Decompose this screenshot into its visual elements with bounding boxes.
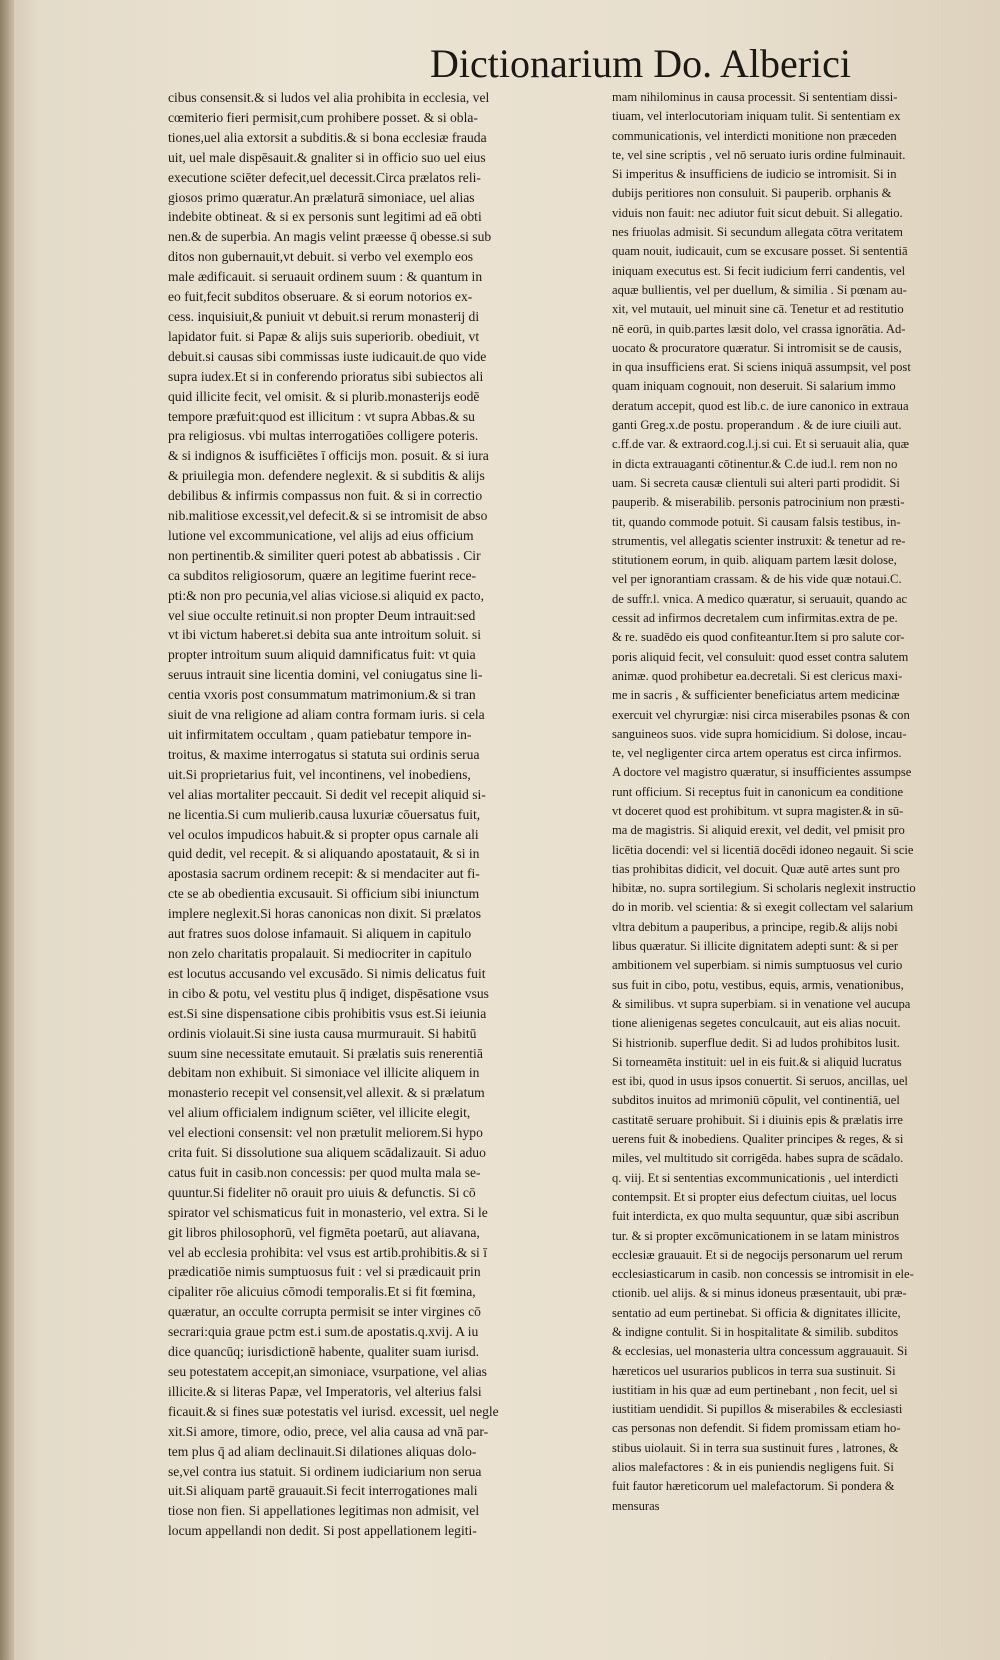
text-line: uocato & procuratore quæratur. Si intromisit se de causis, [612, 340, 902, 355]
text-line: implere neglexit.Si horas canonicas non dixit. Si prælatos [168, 906, 481, 922]
text-line: quid illicite fecit, vel omisit. & si plurib.monasterijs eodē [168, 388, 480, 404]
text-line: ganti Greg.x.de postu. properandum . & de iure ciuili aut. [612, 418, 902, 433]
text-line: uit.Si proprietarius fuit, vel incontinens, vel inobediens, [168, 766, 471, 782]
text-line: fuit interdicta, ex quo multa sequuntur, quæ sibi ascribun [612, 1209, 899, 1224]
text-line: tiose non fien. Si appellationes legitimas non admisit, vel [168, 1503, 480, 1519]
text-line: nes friuolas admisit. Si secundum allegata cōtra veritatem [612, 225, 903, 240]
text-line: uerens fuit & inobediens. Qualiter principes & reges, & si [612, 1132, 904, 1147]
text-line: ambitionem vel superbiam. si nimis sumptuosus vel curio [612, 958, 903, 973]
text-line: mam nihilominus in causa processit. Si sententiam dissi- [612, 90, 898, 104]
text-line: illicite.& si literas Papæ, vel Imperatoris, vel alterius falsi [168, 1383, 482, 1399]
text-line: uit.Si aliquam partē grauauit.Si fecit interrogationes mali [168, 1483, 478, 1499]
text-line: se,vel contra ius statuit. Si ordinem iudiciarium non serua [168, 1463, 482, 1479]
text-line: vel per ignorantiam crassam. & de his vide quæ notaui.C. [612, 572, 902, 587]
text-line: sentatio ad eum pertinebat. Si officia & dignitates illicite, [612, 1305, 901, 1320]
text-line: tias prohibitas didicit, vel docuit. Quæ autē artes sunt pro [612, 861, 900, 876]
text-line: aut fratres suos dolose infamauit. Si aliquem in capitulo [168, 926, 472, 942]
text-line: ecclesiasticarum in casib. non concessis se intromisit in ele- [612, 1267, 914, 1282]
text-line: cipaliter rōe alicuius cōmodi temporalis.Et si fit fœmina, [168, 1284, 476, 1300]
text-line: executione sciēter defecit,uel decessit.Circa prælatos reli- [168, 169, 481, 185]
text-line: iniquam executus est. Si fecit iudicium ferri candentis, vel [612, 263, 906, 278]
text-line: vt doceret quod est prohibitum. vt supra magister.& in sū- [612, 803, 904, 818]
text-line: cessit ad infirmos decretalem cum infirmitas.extra de pe. [612, 611, 898, 626]
text-line: c.ff.de var. & extraord.cog.l.j.si cui. Et si seruauit alia, quæ [612, 437, 910, 452]
text-line: Si torneamēta instituit: uel in eis fuit.& si aliquid lucratus [612, 1054, 902, 1069]
text-line: pauperib. & miserabilib. personis patrocinium non præsti- [612, 495, 905, 510]
text-line: dubijs peritiores non consuluit. Si pauperib. orphanis & [612, 186, 892, 201]
text-line: nen.& de superbia. An magis velint præesse q̄ obesse.si sub [168, 229, 492, 245]
text-line: est.Si sine dispensatione cibis prohibitis vsus est.Si ieiunia [168, 1005, 487, 1021]
text-line: dice quancūq; iurisdictionē habente, qualiter suam iurisd. [168, 1344, 480, 1360]
text-line: lutione vel excommunicatione, vel alijs ad eius officium [168, 527, 474, 543]
text-line: propter introitum suum aliquid damnificatus fuit: vt quia [168, 647, 476, 663]
text-line: licētia docendi: vel si licentiā docēdi idoneo negauit. Si scie [612, 842, 914, 857]
text-line: sus fuit in cibo, potu, vestibus, equis, armis, venationibus, [612, 977, 904, 992]
text-line: indebite obtineat. & si ex personis sunt legitimi ad eā obti [168, 209, 482, 225]
text-line: vltra debitum a pauperibus, a principe, regib.& alijs nobi [612, 919, 898, 934]
page-gutter [0, 0, 14, 1660]
text-line: uit infirmitatem occultam , quam patiebatur tempore in- [168, 727, 472, 742]
text-line: strumentis, vel allegatis scienter instruxit: & tenetur ad re- [612, 533, 906, 548]
text-line: Si histrionib. superflue dedit. Si ad ludos prohibitos lusit. [612, 1035, 900, 1050]
text-line: te, vel negligenter circa artem operatus est circa infirmos. [612, 746, 902, 761]
text-line: tiones,uel alia extorsit a subditis.& si bona ecclesiæ frauda [168, 129, 487, 145]
text-line: fuit fautor hæreticorum uel malefactorum. Si pondera & [612, 1479, 895, 1494]
text-line: & ecclesias, uel monasteria ultra concessum aggrauauit. Si [612, 1344, 908, 1359]
text-line: pti:& non pro pecunia,vel alias viciose.si aliquid ex pacto, [168, 587, 484, 603]
text-line: monasterio recepit vel consensit,vel allexit. & si prælatum [168, 1085, 485, 1101]
text-line: cess. inquisiuit,& puniuit vt debuit.si rerum monasterij di [168, 308, 480, 324]
text-line: cte se ab obedientia excusauit. Si officium sibi iniunctum [168, 886, 480, 902]
right-text-column [612, 88, 988, 1516]
text-line: catus fuit in casib.non concessis: per quod multa mala se- [168, 1164, 481, 1180]
text-line: in qua insufficiens erat. Si sciens iniquā assumpsit, vel post [612, 360, 911, 375]
text-line: quid dedit, vel recepit. & si aliquando apostatauit, & si in [168, 846, 480, 862]
text-line: quuntur.Si fideliter nō orauit pro uiuis & defunctis. Si cō [168, 1184, 476, 1200]
text-line: male ædificauit. si seruauit ordinem suum : & quantum in [168, 269, 483, 285]
text-line: contempsit. Et si propter eius defectum ciuitas, uel locus [612, 1189, 897, 1204]
text-line: tit, quando commode potuit. Si causam falsis testibus, in- [612, 514, 901, 529]
text-line: sanguineos suos. vide supra homicidium. Si dolose, incau- [612, 726, 907, 741]
text-line: debuit.si causas sibi commissas iuste iudicauit.de quo vide [168, 348, 487, 364]
text-line: ca subditos religiosorum, quære an legitime fuerint rece- [168, 567, 477, 583]
text-line: hæreticos uel usurarios publicos in terra sua sustinuit. Si [612, 1363, 896, 1378]
text-line: seu potestatem accepit,an simoniace, vsurpatione, vel alias [168, 1364, 487, 1379]
text-line: git libros philosophorū, vel figmēta poetarū, aut aliavana, [168, 1224, 480, 1240]
text-line: non zelo charitatis propalauit. Si mediocriter in capitulo [168, 945, 472, 961]
text-line: seruus intrauit sine licentia domini, vel coniugatus sine li- [168, 667, 483, 683]
text-line: animæ. quod prohibetur ea.decretali. Si est clericus maxi- [612, 668, 903, 683]
text-line: tempore præfuit:quod est illicitum : vt supra Abbas.& su [168, 408, 475, 424]
text-line: ordinis violauit.Si sine iusta causa murmurauit. Si habitū [168, 1025, 477, 1041]
text-line: nē eorū, in quib.partes læsit dolo, vel crassa ignorātia. Ad- [612, 321, 906, 336]
text-line: aquæ bullientis, vel per duellum, & similia . Si pœnam au- [612, 282, 907, 297]
text-line: A doctore vel magistro quæratur, si insufficientes assumpse [612, 765, 912, 780]
text-line: supra iudex.Et si in conferendo prioratus sibi subiectos ali [168, 368, 484, 384]
text-line: iustitiam uendidit. Si pupillos & miserabiles & ecclesiasti [612, 1402, 903, 1417]
text-line: & re. suadēdo eis quod confiteantur.Item si pro salute cor- [612, 630, 905, 645]
text-line: vt ibi victum haberet.si debita sua ante introitum soluit. si [168, 627, 481, 643]
text-line: cas personas non defendit. Si fidem promissam etiam ho- [612, 1421, 901, 1436]
text-line: libus quæratur. Si illicite dignitatem adepti sunt: & si per [612, 939, 899, 954]
text-line: tem plus q̄ ad aliam declinauit.Si dilationes aliquas dolo- [168, 1443, 477, 1459]
text-line: vel ab ecclesia prohibita: vel vsus est artib.prohibitis.& si ī [168, 1244, 488, 1260]
text-line: siuit de vna religione ad aliam contra formam iuris. si cela [168, 707, 485, 723]
text-line: quam nouit, iudicauit, cum se excusare posset. Si sententiā [612, 244, 908, 259]
text-line: lapidator fuit. si Papæ & alijs suis superiorib. obediuit, vt [168, 328, 480, 344]
text-line: hibitæ, no. supra sortilegium. Si scholaris neglexit instructio [612, 881, 916, 896]
text-line: giosos primo quæratur.An prælaturā simoniace, uel alias [168, 189, 475, 205]
text-line: in dicta extrauaganti cōtinentur.& C.de iud.l. rem non no [612, 456, 898, 471]
text-line: xit, vel mutauit, uel minuit sine cā. Tenetur et ad restitutio [612, 302, 904, 317]
text-line: apostasia sacrum ordinem recepit: & si mendaciter aut fi- [168, 866, 480, 882]
text-line: debilibus & infirmis compassus non fuit. & si in correctio [168, 488, 483, 504]
page-header-title: Dictionarium Do. Alberici [430, 41, 852, 86]
text-line: vel siue occulte retinuit.si non propter Deum intrauit:sed [168, 607, 476, 623]
text-line: tione alienigenas segetes conculcauit, aut eis alias nocuit. [612, 1016, 901, 1031]
text-line: exercuit vel chyrurgiæ: nisi circa miserabiles psonas & con [612, 707, 910, 722]
text-line: uit, uel male dispēsauit.& gnaliter si in officio suo uel eius [168, 149, 486, 165]
text-line: do in morib. vel scientia: & si exegit collectam vel salarium [612, 900, 914, 915]
text-line: mensuras [612, 1498, 660, 1513]
text-line: & similibus. vt supra superbiam. si in venatione vel aucupa [612, 996, 911, 1011]
text-line: iustitiam in his quæ ad eum pertinebant , non fecit, uel si [612, 1382, 898, 1397]
text-line: nib.malitiose excessit,vel defecit.& si se intromisit de abso [168, 508, 488, 524]
text-line: crita fuit. Si dissolutione sua aliquem scādalizauit. Si aduo [168, 1145, 486, 1161]
text-line: cœmiterio fieri permisit,cum prohibere posset. & si obla- [168, 109, 478, 125]
text-line: locum appellandi non dedit. Si post appellationem legiti- [168, 1523, 477, 1539]
text-line: secrari:quia graue pctm est.i sum.de apostatis.q.xvij. A iu [168, 1324, 479, 1340]
text-line: xit.Si amore, timore, odio, prece, vel alia causa ad vnā par- [168, 1423, 489, 1439]
text-line: & indigne contulit. Si in hospitalitate & similib. subditos [612, 1325, 899, 1339]
text-line: & si indignos & isufficiētes ī officijs mon. posuit. & si iura [168, 448, 489, 464]
text-line: eo fuit,fecit subditos obseruare. & si eorum notorios ex- [168, 289, 473, 305]
text-line: stitutionem eorum, in quib. aliquam partem læsit dolose, [612, 553, 897, 568]
text-line: de suffr.l. vnica. A medico quæratur, si seruauit, quando ac [612, 591, 908, 606]
text-line: & priuilegia mon. defendere neglexit. & si subditis & alijs [168, 468, 485, 484]
text-line: quam iniquam cognouit, non deseruit. Si salarium immo [612, 379, 896, 394]
text-line: te, vel sine scriptis , vel nō seruato iuris ordine fulminauit. [612, 147, 906, 162]
text-line: ditos non gubernauit,vt debuit. si verbo vel exemplo eos [168, 249, 474, 265]
text-line: me in sacris , & sufficienter beneficiatus artem medicinæ [612, 688, 900, 703]
text-line: est ibi, quod in usus ipsos conuertit. Si seruos, ancillas, uel [612, 1074, 908, 1089]
text-line: communicationis, vel interdicti monitione non præceden [612, 128, 897, 143]
text-line: in cibo & potu, vel vestitu plus q̄ indiget, dispēsatione vsus [168, 985, 489, 1001]
text-line: ecclesiæ grauauit. Et si de negocijs personarum uel rerum [612, 1247, 903, 1262]
text-line: runt officium. Si receptus fuit in canonicum ea conditione [612, 784, 904, 799]
text-line: deratum accepit, quod est lib.c. de iure canonico in extraua [612, 398, 909, 413]
text-line: vel oculos impudicos habuit.& si propter opus carnale ali [168, 826, 479, 842]
text-line: tiuam, vel interlocutoriam iniquam tulit. Si sententiam ex [612, 109, 901, 124]
text-line: cibus consensit.& si ludos vel alia prohibita in ecclesia, vel [168, 90, 490, 105]
text-line: subditos inuitos ad mrimoniū cōpulit, vel continentiā, uel [612, 1093, 900, 1108]
text-line: castitatē seruare prohibuit. Si i diuinis epis & prælatis irre [612, 1112, 903, 1127]
text-line: debitam non exhibuit. Si simoniace vel illicite aliquem in [168, 1065, 480, 1081]
text-line: Si imperitus & insufficiens de iudicio se intromisit. Si in [612, 167, 897, 182]
text-line: ma de magistris. Si aliquid erexit, vel dedit, vel pmisit pro [612, 823, 905, 838]
text-line: vel alias mortaliter peccauit. Si dedit vel recepit aliquid si- [168, 786, 486, 802]
text-line: quæratur, an occulte corrupta permisit se inter virgines cō [168, 1304, 481, 1320]
text-line: tur. & si propter excōmunicationem in se latam ministros [612, 1228, 900, 1243]
text-line: alios malefactores : & in eis puniendis negligens fuit. Si [612, 1460, 894, 1475]
text-line: suum sine necessitate emutauit. Si prælatis suis renerentiā [168, 1045, 483, 1061]
text-line: ficauit.& si fines suæ potestatis vel iurisd. excessit, uel negle [168, 1403, 499, 1419]
text-line: pra religiosus. vbi multas interrogatiōes colligere poteris. [168, 428, 479, 444]
text-line: ctionib. uel alijs. & si minus idoneus præsentauit, ubi præ- [612, 1286, 907, 1301]
text-line: prædicatiōe nimis sumptuosus fuit : vel si prædicauit prin [168, 1264, 481, 1280]
text-line: spirator vel schismaticus fuit in monasterio, vel extra. Si le [168, 1204, 488, 1220]
text-line: stibus uiolauit. Si in terra sua sustinuit fures , latrones, & [612, 1440, 899, 1455]
text-line: est locutus accusando vel excusādo. Si nimis delicatus fuit [168, 965, 486, 981]
text-line: troitus, & maxime interrogatus si statuta sui ordinis serua [168, 746, 480, 762]
text-line: centia vxoris post consummatum matrimonium.& si tran [168, 687, 476, 703]
text-line: uam. Si secreta causæ clientuli sui alteri parti prodidit. Si [612, 475, 900, 490]
text-line: q. viij. Et si sententias excommunicationis , uel interdicti [612, 1170, 899, 1185]
text-line: vel alium officialem indignum sciēter, vel illicite elegit, [168, 1105, 471, 1121]
text-line: miles, vel multitudo sit corrigēda. habes supra de scādalo. [612, 1151, 904, 1166]
text-line: poris aliquid fecit, vel consuluit: quod esset contra salutem [612, 649, 909, 664]
text-line: ne licentia.Si cum mulierib.causa luxuriæ cōuersatus fuit, [168, 806, 481, 822]
text-line: vel electioni consensit: vel non prætulit meliorem.Si hypo [168, 1125, 483, 1141]
text-line: non pertinentib.& similiter queri potest ab abbatissis . Cir [168, 547, 481, 563]
text-line: viduis non fauit: nec adiutor fuit sicut debuit. Si allegatio. [612, 205, 903, 220]
left-text-column [168, 88, 588, 1541]
